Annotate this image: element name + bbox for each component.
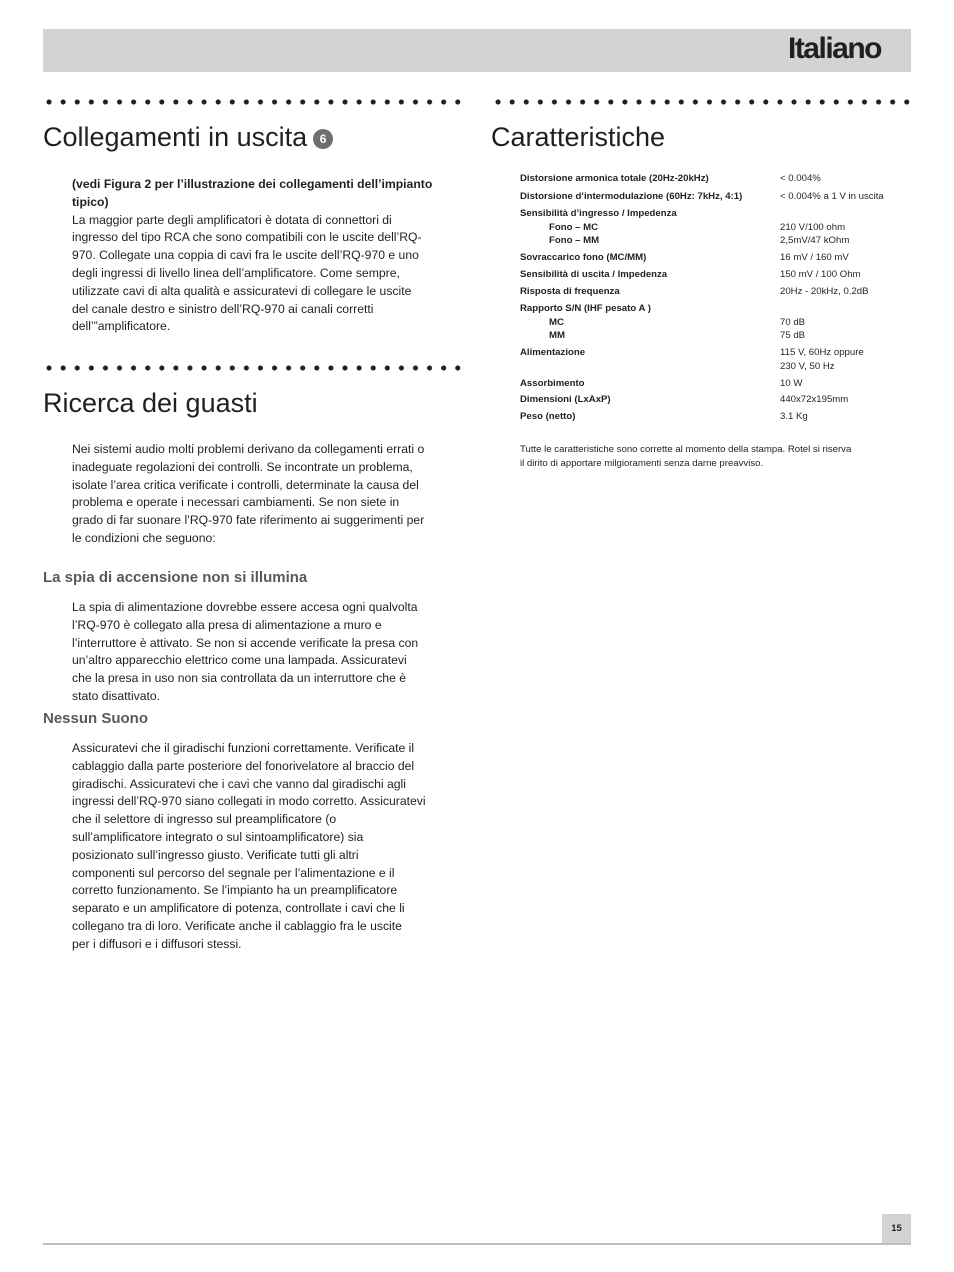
spec-value: 75 dB [780,330,806,341]
spec-label: Risposta di frequenza [520,286,620,297]
dotted-divider [491,98,915,106]
no-sound-body [72,740,467,954]
troubleshooting-intro [72,441,467,548]
spec-value: 440x72x195mm [780,394,849,405]
text-line: grado di far suonare l’RQ-970 fate riferimento ai suggerimenti per [72,513,425,528]
spec-row [520,316,915,330]
text-line: degli ingressi di livello linea dell’amplificatore. Come sempre, [72,265,400,280]
header-band [43,29,911,72]
spec-label: Assorbimento [520,377,585,389]
spec-label: MC [549,316,564,328]
figure-number-badge: 6 [313,129,333,149]
specs-title: Caratteristiche [491,122,666,152]
power-light-heading: La spia di accensione non si illumina [43,569,308,586]
power-light-body [72,599,467,706]
spec-value: 20Hz - 20kHz, 0.2dB [780,286,869,297]
spec-label: Fono – MM [549,235,600,246]
spec-row [520,393,915,407]
text-line: separato e un amplificatore di potenza, controllate i cavi che li [72,901,405,916]
spec-row [520,207,915,221]
footnote-line: il dirito di apportare milgioramenti senza darne preavviso. [520,458,764,469]
spec-label: Distorsione d’intermodulazione (60Hz: 7kHz, 4:1) [520,190,743,202]
text-line: le condizioni che seguono: [72,530,216,545]
text-line: La spia di alimentazione dovrebbe essere accesa ogni qualvolta [72,600,418,614]
spec-label: Distorsione armonica totale (20Hz-20kHz) [520,173,709,184]
dotted-divider [42,98,466,106]
spec-label: Sensibilità d’ingresso / Impedenza [520,208,677,219]
connections-title-text: Collegamenti in uscita [43,122,308,152]
spec-label: MM [549,330,565,341]
text-line: 970. Collegate una coppia di cavi fra le uscite dell’RQ-970 e uno [72,248,419,263]
text-line: componenti sul percorso del segnale per l’alimentazione e il [72,865,395,880]
spec-row [520,251,915,265]
language-title: Italiano [787,32,881,65]
spec-value: 2,5mV/47 kOhm [780,235,850,246]
spec-row [520,190,915,204]
text-line: sull’amplificatore integrato o sul sintoamplificatore) sia [72,829,364,844]
spec-value: 115 V, 60Hz oppure [780,347,864,358]
spec-value: 16 mV / 160 mV [780,252,849,263]
spec-label: Peso (netto) [520,411,576,422]
no-sound-heading: Nessun Suono [43,710,149,727]
text-line: l’RQ-970 è collegato alla presa di alimentazione a muro e [72,617,382,632]
text-line: un’altro apparecchio elettrico come una lampada. Assicuratevi [72,653,407,668]
spec-value: 10 W [780,377,803,389]
specs-footnote [520,443,915,471]
text-line: Assicuratevi che il giradischi funzioni correttamente. Verificate il [72,741,415,755]
spec-label: Sovraccarico fono (MC/MM) [520,252,647,263]
spec-label: Dimensioni (LxAxP) [520,394,611,405]
spec-row [520,268,915,282]
figure-reference-note: (vedi Figura 2 per l’illustrazione dei collegamenti dell’impianto [72,177,433,191]
spec-row [520,329,915,343]
spec-value: 230 V, 50 Hz [780,360,835,372]
spec-value: 70 dB [780,316,806,328]
spec-row [520,346,915,360]
spec-value: 3.1 Kg [780,411,808,422]
text-line: inadeguate regolazioni dei controlli. Se incontrate un problema, [72,459,413,474]
text-line: Nei sistemi audio molti problemi derivano da collegamenti errati o [72,442,425,456]
spec-row [520,377,915,391]
text-line: giradischi. Assicuratevi che i cavi che vanno dal giradischi agli [72,776,406,791]
spec-label: Sensibilità di uscita / Impedenza [520,269,668,280]
text-line: ingressi dell’RQ-970 siano collegati in modo corretto. Assicuratevi [72,794,426,809]
spec-value: < 0.004% [780,173,821,184]
page-number: 15 [882,1214,911,1244]
spec-row [520,302,915,316]
spec-label: Rapporto S/N (IHF pesato A ) [520,303,651,314]
text-line: utilizzate cavi di alta qualità e assicuratevi di collegare le uscite [72,283,412,298]
text-line: posizionato sull’ingresso giusto. Verificate tutti gli altri [72,847,359,862]
spec-row [520,360,915,374]
spec-label: Alimentazione [520,347,586,358]
troubleshooting-title: Ricerca dei guasti [43,388,258,418]
connections-body [72,176,467,336]
spec-label: Fono – MC [549,221,599,233]
text-line: La maggior parte degli amplificatori è dotata di connettori di [72,212,392,227]
text-line: isolate l’area critica verificate i controlli, determinate la causa del [72,477,419,492]
dotted-divider [42,364,466,372]
text-line: l’interruttore è attivato. Se non si accende verificate la presa con [72,635,419,650]
footnote-line: Tutte le caratteristiche sono corrette al momento della stampa. Rotel si riserva [520,444,852,455]
text-line: corretto funzionamento. Se l’impianto ha un preamplificatore [72,883,398,898]
spec-value: < 0.004% a 1 V in uscita [780,190,884,202]
specs-table [520,172,915,424]
spec-row [520,285,915,299]
connections-title [43,122,333,153]
text-line: del canale destro e sinistro dell’RQ-970 ai canali corretti [72,301,374,316]
spec-value: 210 V/100 ohm [780,221,846,233]
spec-label [520,360,780,374]
spec-row [520,234,915,248]
text-line: problema e operate i necessari cambiamenti. Se non siete in [72,495,400,510]
spec-row [520,221,915,235]
text-line: per i diffusori e i diffusori stessi. [72,936,242,951]
figure-reference-note-cont: tipico) [72,194,109,209]
text-line: cablaggio dalla parte posteriore del fonorivelatore al braccio del [72,758,415,773]
spec-row [520,410,915,424]
text-line: collegano tra di loro. Verificate anche il cablaggio fra le uscite [72,918,402,933]
text-line: dell’”amplificatore. [72,319,171,334]
text-line: stato disattivato. [72,688,161,703]
text-line: che il selettore di ingresso sul preamplificatore (o [72,812,337,827]
footer-rule [43,1243,911,1245]
spec-row [520,172,915,186]
text-line: ingresso del tipo RCA che sono compatibili con le uscite dell’RQ- [72,230,422,245]
spec-value: 150 mV / 100 Ohm [780,269,861,280]
text-line: che la presa in uso non sia controllata da un interruttore che è [72,671,407,686]
